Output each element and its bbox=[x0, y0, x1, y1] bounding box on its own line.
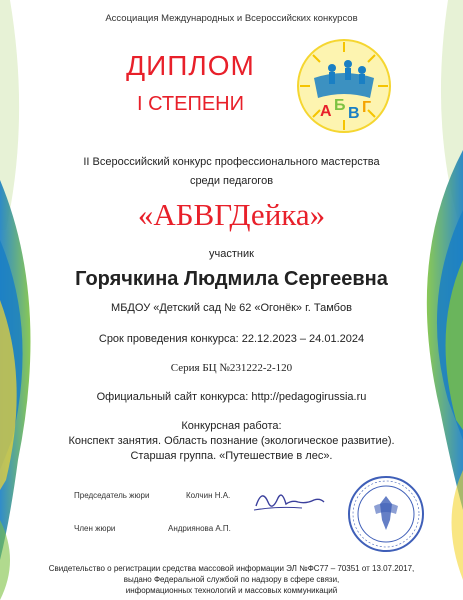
official-seal bbox=[346, 474, 426, 554]
work-line-1: Конспект занятия. Область познание (экологическое развитие). bbox=[68, 435, 395, 447]
member-name: Андриянова А.П. bbox=[168, 524, 231, 533]
logo-letter-v: В bbox=[348, 105, 360, 122]
contest-period: Срок проведения конкурса: 22.12.2023 – 24.01.2024 bbox=[98, 333, 365, 345]
diploma-series: Серия БЦ №231222-2-120 bbox=[170, 362, 293, 374]
diploma-degree: I СТЕПЕНИ bbox=[137, 93, 244, 115]
footer-line-2: выдано Федеральной службой по надзору в сфере связи, bbox=[123, 575, 340, 584]
work-line-2: Старшая группа. «Путешествие в лес». bbox=[130, 450, 333, 462]
member-label: Член жюри bbox=[74, 524, 116, 533]
footer-registration bbox=[0, 563, 463, 596]
logo-letter-b: Б bbox=[334, 97, 346, 114]
chair-name: Колчин Н.А. bbox=[186, 491, 231, 500]
contest-line-1: II Всероссийский конкурс профессионального мастерства bbox=[83, 156, 380, 168]
work-label: Конкурсная работа: bbox=[181, 420, 282, 432]
participant-name: Горячкина Людмила Сергеевна bbox=[75, 268, 388, 290]
contest-line-2: среди педагогов bbox=[189, 175, 274, 187]
chair-label: Председатель жюри bbox=[74, 491, 150, 500]
competition-work bbox=[0, 419, 463, 464]
participant-role: участник bbox=[209, 248, 254, 260]
footer-line-3: информационных технологий и массовых коммуникаций bbox=[125, 586, 338, 595]
footer-line-1: Свидетельство о регистрации средства массовой информации ЭЛ №ФС77 – 70351 от 13.07.2017, bbox=[48, 564, 415, 573]
participant-institution: МБДОУ «Детский сад № 62 «Огонёк» г. Тамбов bbox=[111, 302, 352, 314]
contest-logo bbox=[296, 38, 392, 134]
logo-letter-a: А bbox=[320, 103, 332, 120]
handwritten-signature bbox=[248, 480, 328, 520]
contest-description bbox=[0, 153, 463, 191]
logo-letter-g: Г bbox=[362, 99, 372, 116]
organization-header: Ассоциация Международных и Всероссийских конкурсов bbox=[105, 13, 358, 24]
contest-name: «АБВГДейка» bbox=[137, 197, 326, 232]
contest-website: Официальный сайт конкурса: http://pedagogirussia.ru bbox=[96, 391, 367, 403]
diploma-title: ДИПЛОМ bbox=[126, 50, 255, 81]
